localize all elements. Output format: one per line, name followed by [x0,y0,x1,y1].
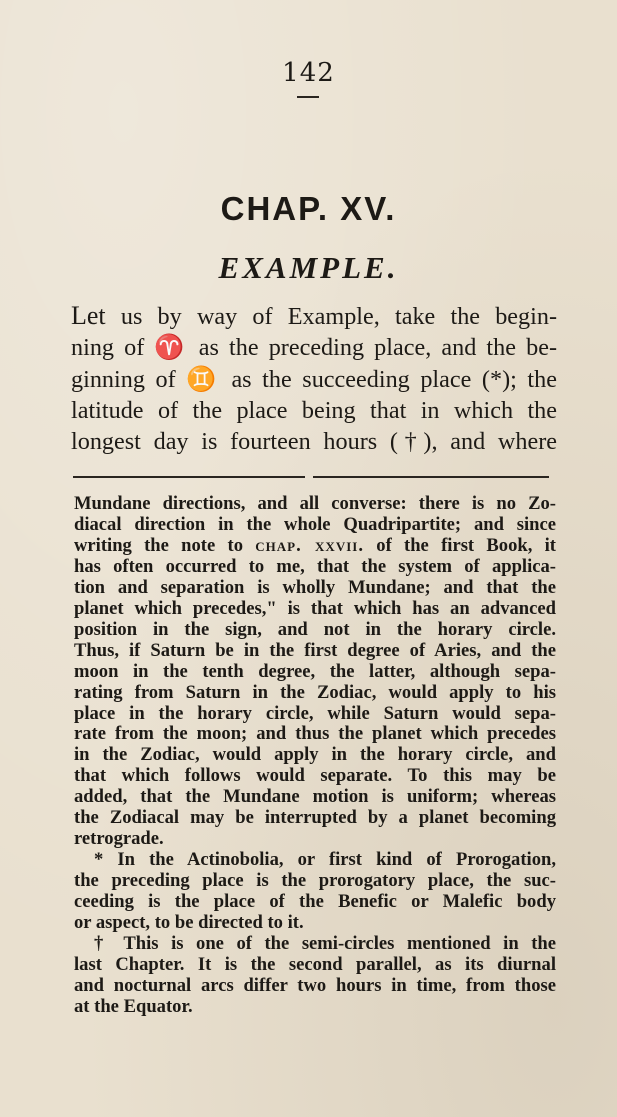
footnote-separator [73,476,553,478]
footnote-line: that which follows would separate. To this may be [74,765,556,787]
footnote-line: diacal direction in the whole Quadripartite; and since [74,513,556,535]
footnote-line: the Zodiacal may be interrupted by a planet becoming [74,807,556,829]
chapter-reference: chap. xxvii. [255,534,364,556]
page-number: 142 [282,58,335,88]
footnote-line: Mundane directions, and all converse: there is no Zo- [74,493,556,514]
footnote-line: added, that the Mundane motion is uniform; whereas [74,786,556,808]
footnote-line: writing the note to chap. xxvii. of the first Book, it [74,534,557,556]
footnote-star-line: * In the Actinobolia, or first kind of Prorogation, [94,849,556,871]
footnote-line: retrograde. [74,828,164,850]
footnote-line: tion and separation is wholly Mundane; and that the [74,576,556,598]
footnote-line: has often occurred to me, that the system of applica- [74,555,556,577]
separator-rule-left [73,476,305,478]
dropcap-word: Let [71,301,106,330]
footnote-dagger-line: and nocturnal arcs differ two hours in time, from those [74,974,556,996]
footnote-line: planet which precedes," is that which has an advanced [74,597,556,619]
separator-rule-right [313,476,549,478]
page-number-rule [297,96,319,98]
main-line: ning of ♈ as the preceding place, and the be- [71,334,557,362]
footnote-dagger-line: at the Equator. [74,995,193,1017]
main-paragraph [71,300,557,457]
footnote-star-line: the preceding place is the prorogatory place, the suc- [74,870,556,892]
chapter-title: CHAP. XV. [220,190,397,227]
footnote-line: Thus, if Saturn be in the first degree of Aries, and the [74,639,556,661]
section-title: EXAMPLE. [218,250,399,285]
main-line: longest day is fourteen hours (†), and where [71,428,557,456]
main-line: Let us by way of Example, take the begin- [71,301,558,330]
footnote-line: moon in the tenth degree, the latter, although sepa- [74,660,556,682]
main-line: ginning of ♊ as the succeeding place (*); the [71,365,557,393]
footnote-star-line: ceeding is the place of the Benefic or Malefic body [74,891,556,913]
footnote-line: rate from the moon; and thus the planet which precedes [74,723,556,745]
footnote-star-line: or aspect, to be directed to it. [74,912,304,934]
footnote-dagger-line: last Chapter. It is the second parallel, as its diurnal [74,953,556,975]
footnote-line: rating from Saturn in the Zodiac, would apply to his [74,681,556,703]
footnotes [74,494,556,1018]
footnote-line: position in the sign, and not in the horary circle. [74,618,556,640]
footnote-line: in the Zodiac, would apply in the horary circle, and [74,744,556,766]
footnote-line: place in the horary circle, while Saturn would sepa- [74,702,556,724]
main-line: latitude of the place being that in which the [71,396,557,424]
footnote-dagger-line: † This is one of the semi-circles mentioned in the [94,933,556,955]
